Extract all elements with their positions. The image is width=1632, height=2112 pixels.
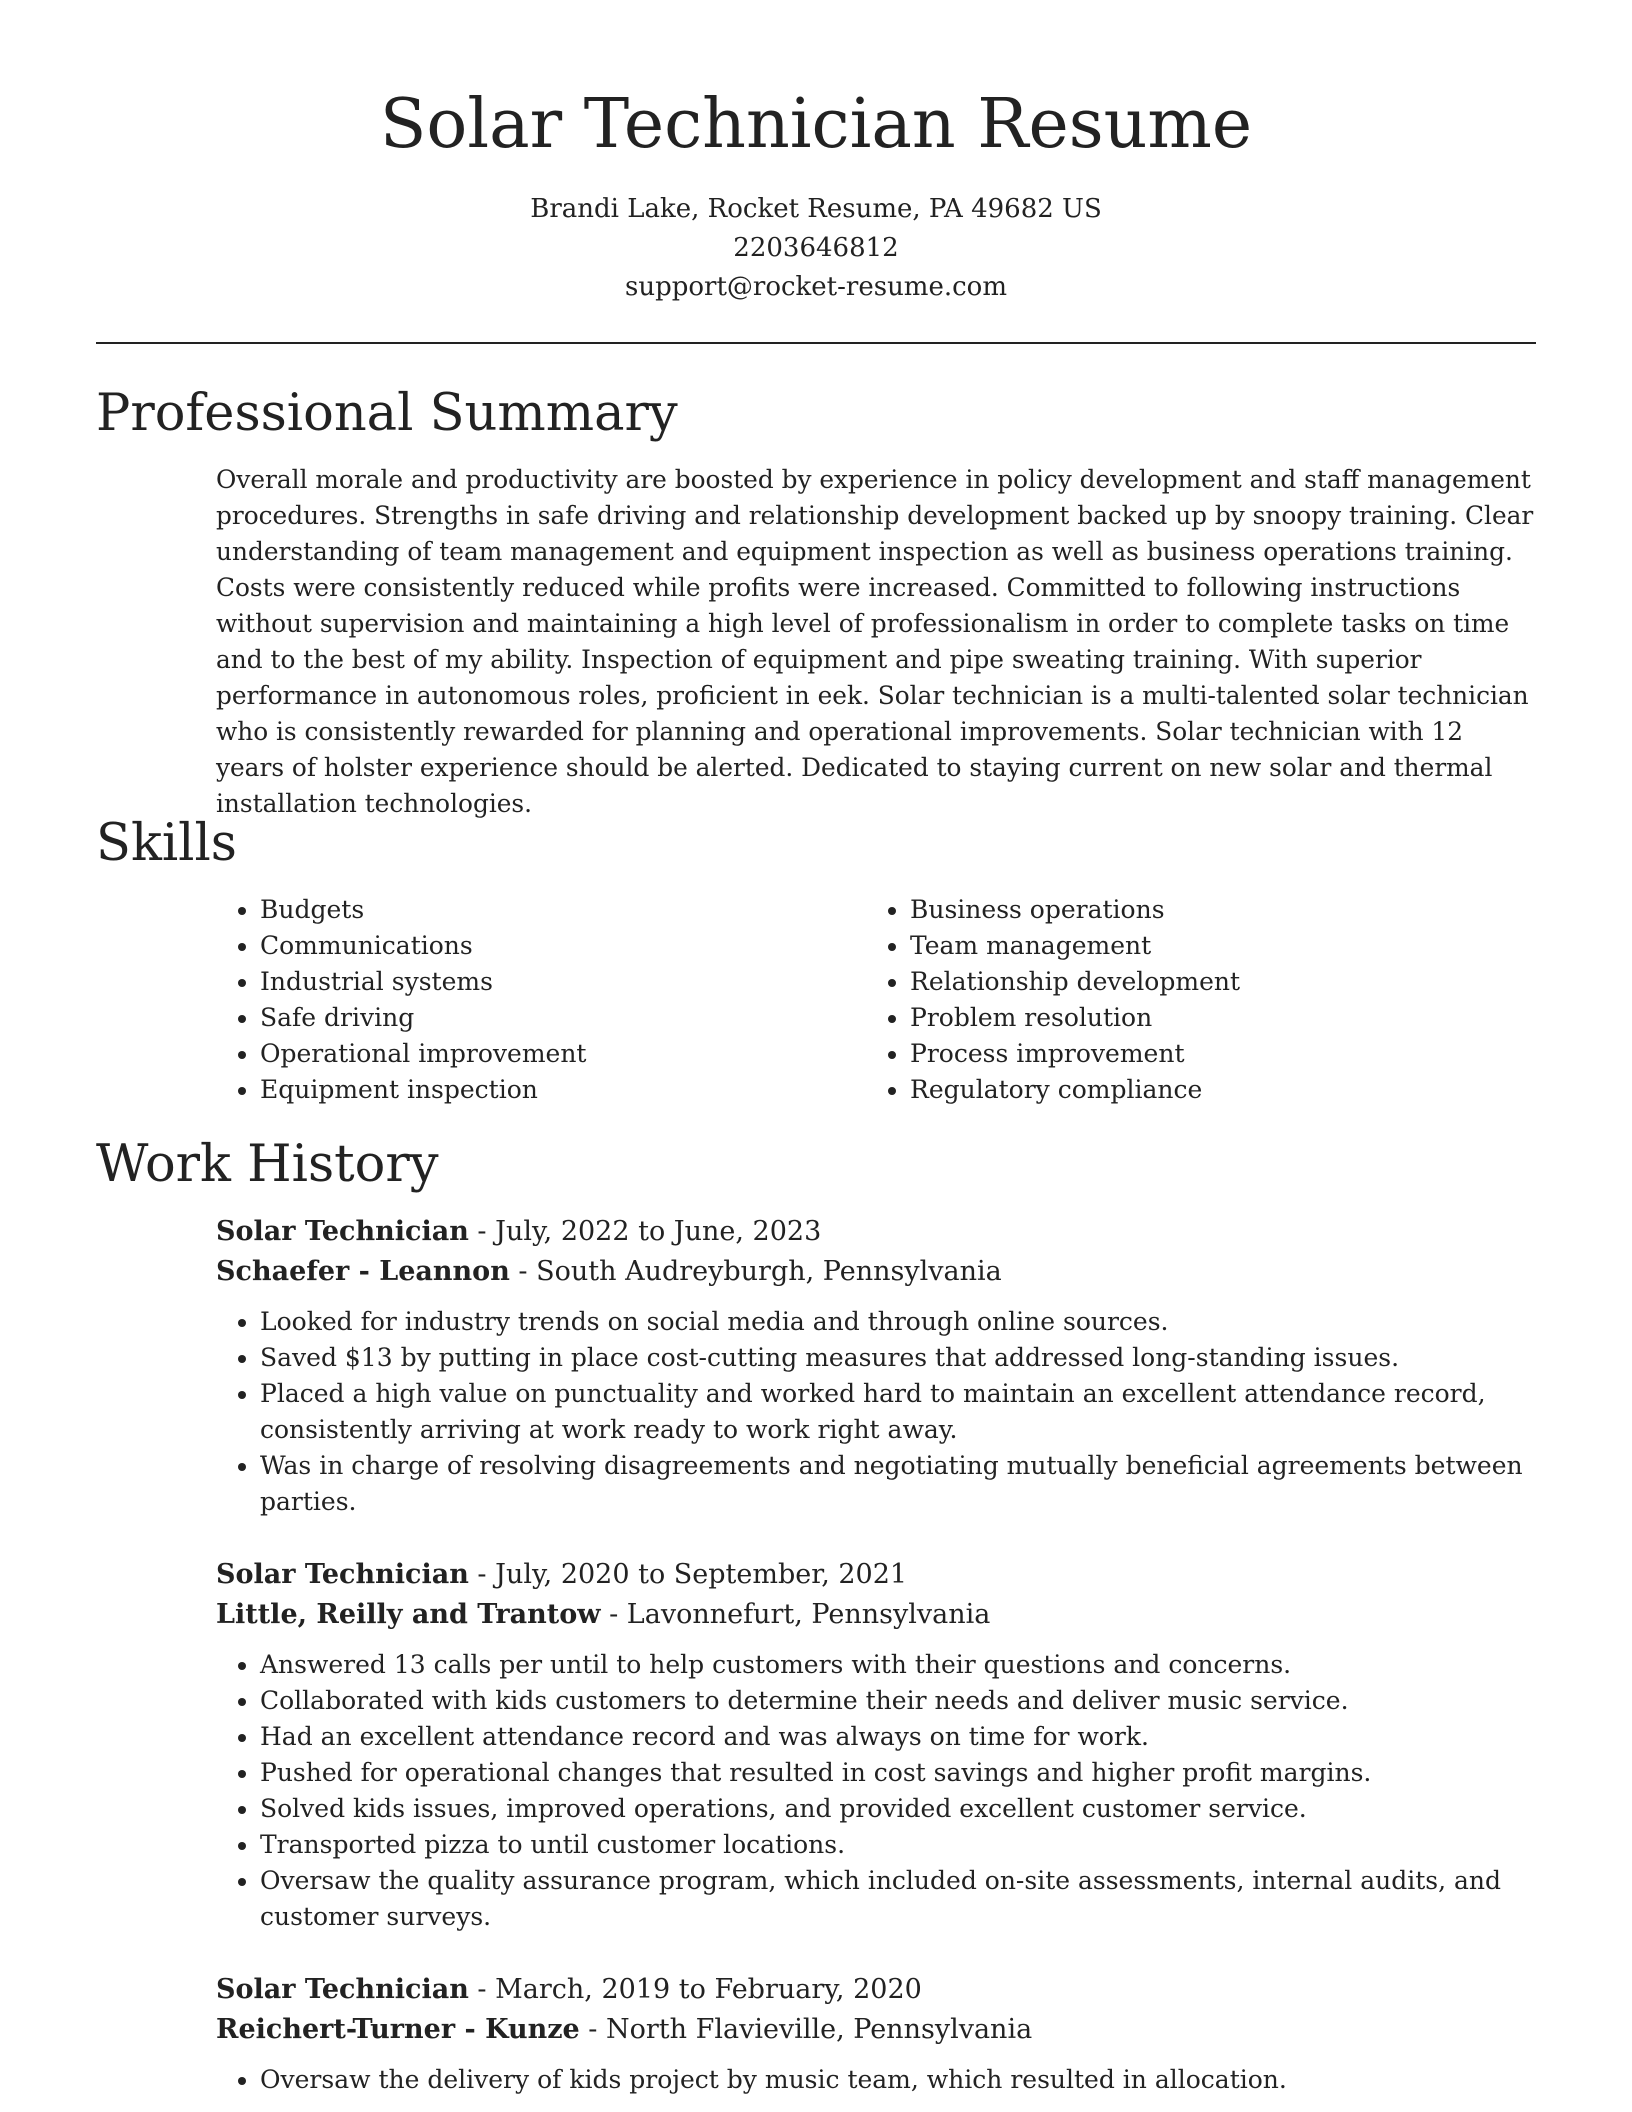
contact-email: support@rocket-resume.com <box>624 272 1007 302</box>
skills-column-right <box>866 892 1240 1108</box>
skill-item: • Operational improvement <box>260 1036 586 1072</box>
skill-item: • Regulatory compliance <box>910 1072 1240 1108</box>
job-duties <box>216 2062 1536 2098</box>
job-duty: • Had an excellent attendance record and was always on time for work. <box>260 1719 1536 1755</box>
skill-item: • Safe driving <box>260 1000 586 1036</box>
summary-heading: Professional Summary <box>96 384 678 443</box>
contact-block <box>0 190 1632 307</box>
summary-text: Overall morale and productivity are boosted by experience in policy development and staff management procedures. Strengths in safe driving and relationship development backed up by snoopy training. Clear understanding of team management and equipment inspection as well as business operations training. Costs were consistently reduced while profits were increased. Committed to following instructions without supervision and maintaining a high level of professionalism in order to complete tasks on time and to the best of my ability. Inspection of equipment and pipe sweating training. With superior performance in autonomous roles, proficient in eek. Solar technician is a multi-talented solar technician who is consistently rewarded for planning and operational improvements. Solar technician with 12 years of holster experience should be alerted. Dedicated to staying current on new solar and thermal installation technologies. <box>216 465 1534 818</box>
work-history-heading: Work History <box>96 1135 439 1194</box>
job-duty: • Was in charge of resolving disagreements and negotiating mutually beneficial agreements between parties. <box>260 1448 1536 1520</box>
job-role-line <box>216 1555 1536 1595</box>
job-duty: • Oversaw the quality assurance program, which included on-site assessments, internal audits, and customer surveys. <box>260 1863 1536 1935</box>
job-title: Solar Technician <box>216 1216 469 1247</box>
job-duty: • Solved kids issues, improved operations, and provided excellent customer service. <box>260 1791 1536 1827</box>
job-role-line <box>216 1970 1536 2010</box>
job-company: Little, Reilly and Trantow <box>216 1599 601 1630</box>
job-dates: - July, 2022 to June, 2023 <box>468 1216 822 1247</box>
skill-item: • Equipment inspection <box>260 1072 586 1108</box>
job-dates: - July, 2020 to September, 2021 <box>468 1559 908 1590</box>
job-location: - North Flavieville, Pennsylvania <box>579 2014 1033 2045</box>
resume-title: Solar Technician Resume <box>379 85 1253 164</box>
job-duties <box>216 1647 1536 1935</box>
skills-column-left <box>216 892 586 1108</box>
job-title: Solar Technician <box>216 1559 469 1590</box>
job-entry <box>216 1212 1536 1520</box>
contact-phone: 2203646812 <box>733 233 899 263</box>
job-location: - South Audreyburgh, Pennsylvania <box>509 1256 1002 1287</box>
job-company: Reichert-Turner - Kunze <box>216 2014 580 2045</box>
job-location: - Lavonnefurt, Pennsylvania <box>600 1599 991 1630</box>
job-company-line <box>216 1595 1536 1635</box>
job-duty: • Collaborated with kids customers to determine their needs and deliver music service. <box>260 1683 1536 1719</box>
skill-item: • Communications <box>260 928 586 964</box>
job-entry <box>216 1555 1536 1935</box>
job-title: Solar Technician <box>216 1974 469 2005</box>
job-duty: • Placed a high value on punctuality and worked hard to maintain an excellent attendance record, consistently arriving at work ready to work right away. <box>260 1376 1536 1448</box>
job-dates: - March, 2019 to February, 2020 <box>468 1974 922 2005</box>
job-duty: • Saved $13 by putting in place cost-cutting measures that addressed long-standing issues. <box>260 1340 1536 1376</box>
job-entry <box>216 1970 1536 2098</box>
job-duty: • Transported pizza to until customer locations. <box>260 1827 1536 1863</box>
job-duty: • Pushed for operational changes that resulted in cost savings and higher profit margins. <box>260 1755 1536 1791</box>
skill-item: • Budgets <box>260 892 586 928</box>
skill-item: • Relationship development <box>910 964 1240 1000</box>
job-duty: • Looked for industry trends on social media and through online sources. <box>260 1304 1536 1340</box>
skill-item: • Business operations <box>910 892 1240 928</box>
job-role-line <box>216 1212 1536 1252</box>
skill-item: • Team management <box>910 928 1240 964</box>
skills-heading: Skills <box>96 814 237 873</box>
skill-item: • Industrial systems <box>260 964 586 1000</box>
contact-address: Brandi Lake, Rocket Resume, PA 49682 US <box>530 194 1102 224</box>
skill-item: • Problem resolution <box>910 1000 1240 1036</box>
job-duty: • Answered 13 calls per until to help customers with their questions and concerns. <box>260 1647 1536 1683</box>
job-company-line <box>216 1252 1536 1292</box>
job-company-line <box>216 2010 1536 2050</box>
skill-item: • Process improvement <box>910 1036 1240 1072</box>
job-company: Schaefer - Leannon <box>216 1256 510 1287</box>
header-divider <box>96 342 1536 344</box>
job-duty: • Oversaw the delivery of kids project by music team, which resulted in allocation. <box>260 2062 1536 2098</box>
job-duties <box>216 1304 1536 1520</box>
